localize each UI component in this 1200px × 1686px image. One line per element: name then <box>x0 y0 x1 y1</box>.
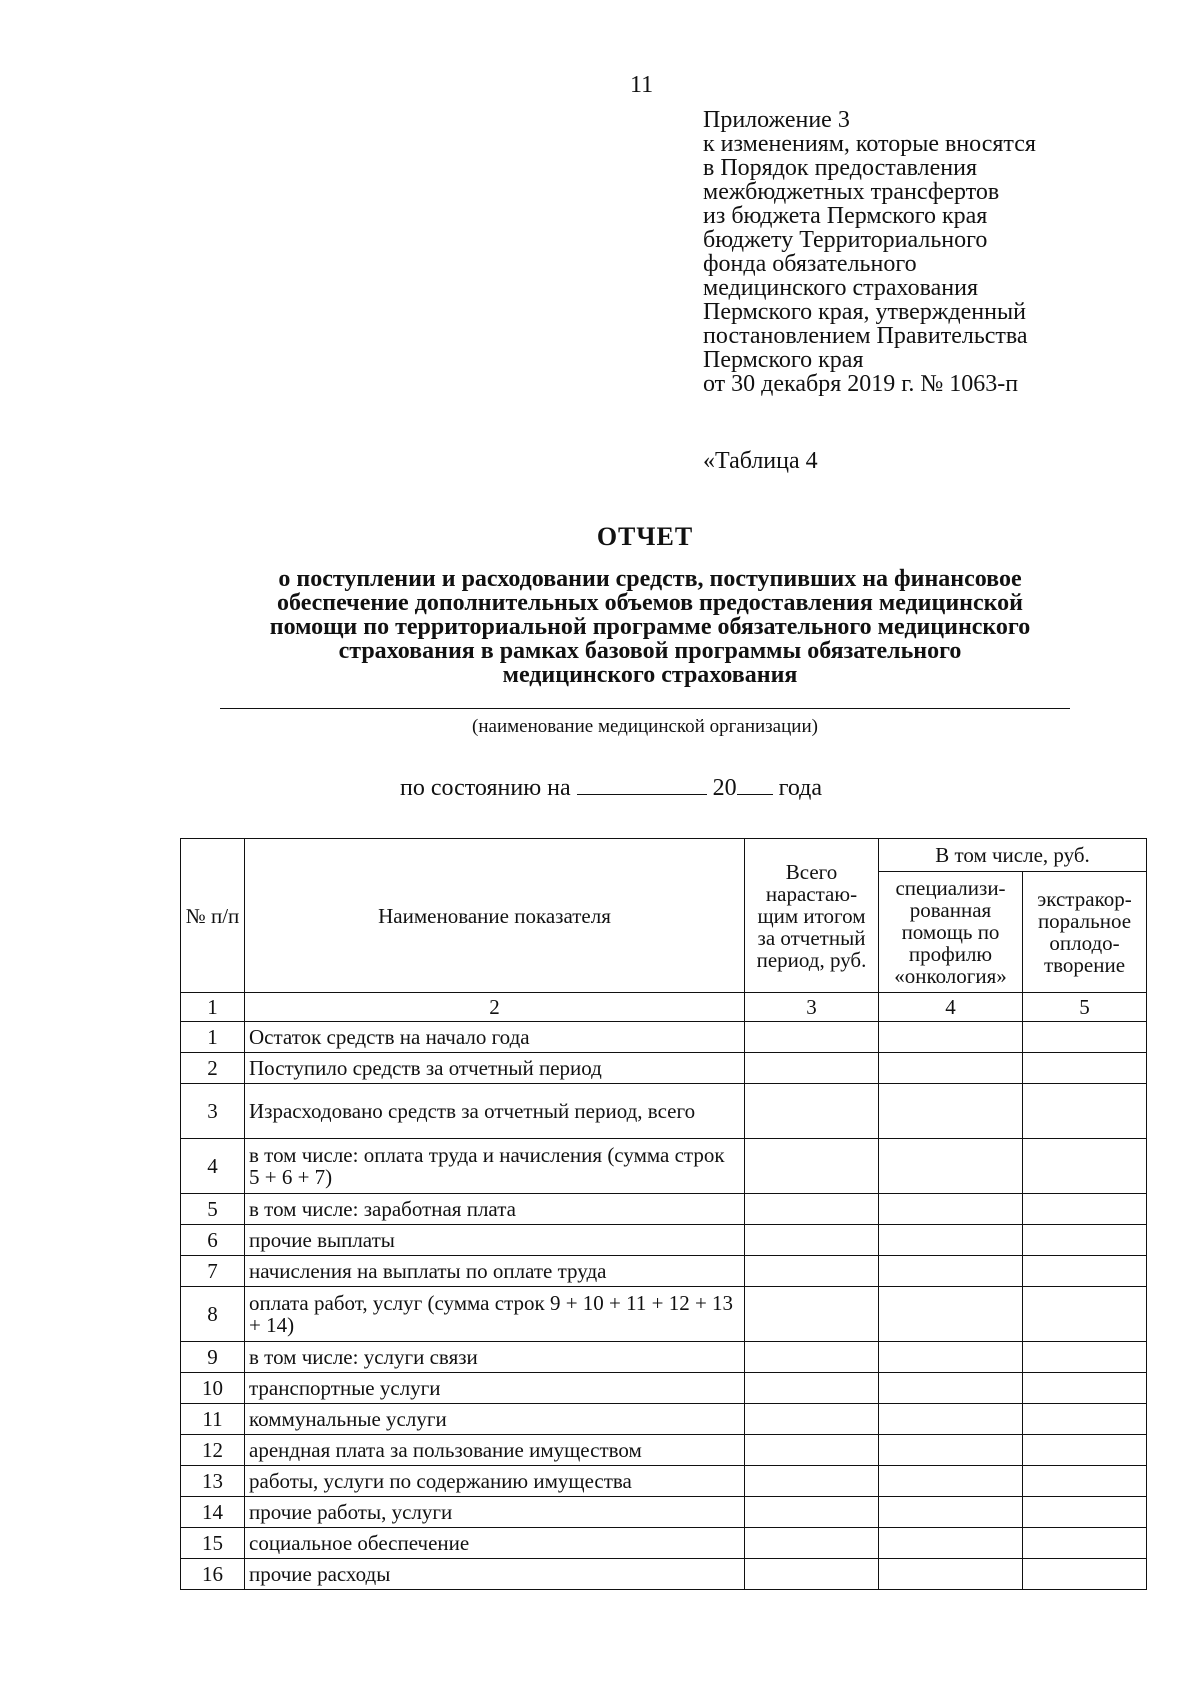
value-cell-eco[interactable] <box>1023 1435 1147 1466</box>
value-cell-oncology[interactable] <box>879 1528 1023 1559</box>
table-row <box>181 1287 1147 1342</box>
appendix-block <box>703 108 1036 396</box>
row-indicator-name: коммунальные услуги <box>245 1404 745 1435</box>
row-indicator-name: социальное обеспечение <box>245 1528 745 1559</box>
value-cell-oncology[interactable] <box>879 1194 1023 1225</box>
value-cell-oncology[interactable] <box>879 1497 1023 1528</box>
appendix-line: Пермского края, утвержденный <box>703 299 1026 325</box>
header-eco: экстракор-поральное оплодо-творение <box>1023 872 1147 993</box>
table-row <box>181 1139 1147 1194</box>
value-cell-oncology[interactable] <box>879 1084 1023 1139</box>
row-indicator-name: Поступило средств за отчетный период <box>245 1053 745 1084</box>
table-row <box>181 1559 1147 1590</box>
table-label: «Таблица 4 <box>703 448 818 474</box>
row-number: 2 <box>181 1053 245 1084</box>
row-number: 15 <box>181 1528 245 1559</box>
row-indicator-name: оплата работ, услуг (сумма строк 9 + 10 + 11 + 12 + 13 + 14) <box>245 1287 745 1342</box>
row-indicator-name: транспортные услуги <box>245 1373 745 1404</box>
value-cell-oncology[interactable] <box>879 1287 1023 1342</box>
table-row <box>181 1053 1147 1084</box>
date-blank <box>577 776 707 795</box>
appendix-line: к изменениям, которые вносятся <box>703 131 1036 157</box>
value-cell-eco[interactable] <box>1023 1466 1147 1497</box>
value-cell-oncology[interactable] <box>879 1404 1023 1435</box>
value-cell-total[interactable] <box>745 1022 879 1053</box>
table-row <box>181 1225 1147 1256</box>
value-cell-total[interactable] <box>745 1435 879 1466</box>
appendix-line: межбюджетных трансфертов <box>703 179 1000 205</box>
row-number: 5 <box>181 1194 245 1225</box>
row-number: 16 <box>181 1559 245 1590</box>
row-indicator-name: в том числе: заработная плата <box>245 1194 745 1225</box>
header-including: В том числе, руб. <box>879 839 1147 872</box>
row-number: 11 <box>181 1404 245 1435</box>
column-number-row <box>181 993 1147 1022</box>
value-cell-eco[interactable] <box>1023 1559 1147 1590</box>
column-number: 5 <box>1023 993 1147 1022</box>
report-title: ОТЧЕТ <box>596 522 694 551</box>
row-indicator-name: прочие расходы <box>245 1559 745 1590</box>
subtitle-line: о поступлении и расходовании средств, поступивших на финансовое <box>278 566 1022 592</box>
value-cell-total[interactable] <box>745 1053 879 1084</box>
value-cell-total[interactable] <box>745 1194 879 1225</box>
column-number: 3 <box>745 993 879 1022</box>
value-cell-oncology[interactable] <box>879 1342 1023 1373</box>
year-prefix: 20 <box>712 775 737 801</box>
row-indicator-name: Остаток средств на начало года <box>245 1022 745 1053</box>
table-row <box>181 1528 1147 1559</box>
row-indicator-name: прочие выплаты <box>245 1225 745 1256</box>
value-cell-eco[interactable] <box>1023 1497 1147 1528</box>
row-indicator-name: арендная плата за пользование имуществом <box>245 1435 745 1466</box>
subtitle-line: помощи по территориальной программе обязательного медицинского <box>269 614 1031 640</box>
appendix-line: в Порядок предоставления <box>703 155 978 181</box>
appendix-line: Приложение 3 <box>703 107 850 133</box>
row-indicator-name: в том числе: оплата труда и начисления (сумма строк 5 + 6 + 7) <box>245 1139 745 1194</box>
value-cell-eco[interactable] <box>1023 1256 1147 1287</box>
value-cell-oncology[interactable] <box>879 1256 1023 1287</box>
value-cell-total[interactable] <box>745 1528 879 1559</box>
table-row <box>181 1084 1147 1139</box>
row-indicator-name: начисления на выплаты по оплате труда <box>245 1256 745 1287</box>
value-cell-total[interactable] <box>745 1084 879 1139</box>
as-of-prefix: по состоянию на <box>400 775 571 801</box>
value-cell-total[interactable] <box>745 1466 879 1497</box>
value-cell-eco[interactable] <box>1023 1225 1147 1256</box>
table-row <box>181 1373 1147 1404</box>
table-row <box>181 1194 1147 1225</box>
value-cell-total[interactable] <box>745 1225 879 1256</box>
value-cell-oncology[interactable] <box>879 1373 1023 1404</box>
column-number: 1 <box>181 993 245 1022</box>
row-number: 6 <box>181 1225 245 1256</box>
value-cell-total[interactable] <box>745 1497 879 1528</box>
row-number: 1 <box>181 1022 245 1053</box>
organization-caption: (наименование медицинской организации) <box>472 716 818 737</box>
value-cell-oncology[interactable] <box>879 1466 1023 1497</box>
page-number: 11 <box>630 72 654 98</box>
subtitle-line: страхования в рамках базовой программы обязательного <box>338 638 962 664</box>
value-cell-eco[interactable] <box>1023 1373 1147 1404</box>
appendix-line: фонда обязательного <box>703 251 917 277</box>
column-number: 2 <box>245 993 745 1022</box>
value-cell-eco[interactable] <box>1023 1342 1147 1373</box>
table-row <box>181 1497 1147 1528</box>
value-cell-oncology[interactable] <box>879 1139 1023 1194</box>
value-cell-total[interactable] <box>745 1404 879 1435</box>
value-cell-oncology[interactable] <box>879 1225 1023 1256</box>
row-number: 8 <box>181 1287 245 1342</box>
table-row <box>181 1022 1147 1053</box>
appendix-line: Пермского края <box>703 347 864 373</box>
value-cell-total[interactable] <box>745 1256 879 1287</box>
row-number: 7 <box>181 1256 245 1287</box>
table-row <box>181 1404 1147 1435</box>
value-cell-total[interactable] <box>745 1139 879 1194</box>
row-number: 4 <box>181 1139 245 1194</box>
row-number: 9 <box>181 1342 245 1373</box>
column-number: 4 <box>879 993 1023 1022</box>
value-cell-eco[interactable] <box>1023 1194 1147 1225</box>
header-name: Наименование показателя <box>245 839 745 993</box>
value-cell-total[interactable] <box>745 1287 879 1342</box>
row-number: 3 <box>181 1084 245 1139</box>
value-cell-eco[interactable] <box>1023 1022 1147 1053</box>
as-of-date-line <box>400 775 822 802</box>
row-indicator-name: прочие работы, услуги <box>245 1497 745 1528</box>
value-cell-eco[interactable] <box>1023 1287 1147 1342</box>
row-number: 13 <box>181 1466 245 1497</box>
year-blank <box>737 776 773 795</box>
row-indicator-name: Израсходовано средств за отчетный период, всего <box>245 1084 745 1139</box>
value-cell-total[interactable] <box>745 1559 879 1590</box>
value-cell-eco[interactable] <box>1023 1053 1147 1084</box>
table-row <box>181 1342 1147 1373</box>
appendix-line: из бюджета Пермского края <box>703 203 988 229</box>
row-number: 12 <box>181 1435 245 1466</box>
header-total: Всего нарастаю-щим итогом за отчетный период, руб. <box>745 839 879 993</box>
header-oncology: специализи-рованная помощь по профилю «онкология» <box>879 872 1023 993</box>
value-cell-oncology[interactable] <box>879 1022 1023 1053</box>
row-number: 10 <box>181 1373 245 1404</box>
subtitle-line: медицинского страхования <box>502 662 798 688</box>
appendix-line: постановлением Правительства <box>703 323 1028 349</box>
organization-name-line <box>220 708 1070 709</box>
appendix-line: бюджету Территориального <box>703 227 988 253</box>
report-subtitle <box>180 567 1120 687</box>
header-num: № п/п <box>181 839 245 993</box>
as-of-suffix: года <box>778 775 823 801</box>
value-cell-total[interactable] <box>745 1373 879 1404</box>
value-cell-total[interactable] <box>745 1342 879 1373</box>
row-indicator-name: в том числе: услуги связи <box>245 1342 745 1373</box>
subtitle-line: обеспечение дополнительных объемов предоставления медицинской <box>277 590 1023 616</box>
report-table <box>180 838 1147 1590</box>
value-cell-oncology[interactable] <box>879 1053 1023 1084</box>
table-row <box>181 1466 1147 1497</box>
value-cell-oncology[interactable] <box>879 1559 1023 1590</box>
value-cell-eco[interactable] <box>1023 1404 1147 1435</box>
row-number: 14 <box>181 1497 245 1528</box>
appendix-line: от 30 декабря 2019 г. № 1063-п <box>703 371 1019 397</box>
table-row <box>181 1435 1147 1466</box>
value-cell-eco[interactable] <box>1023 1139 1147 1194</box>
value-cell-eco[interactable] <box>1023 1084 1147 1139</box>
appendix-line: медицинского страхования <box>703 275 979 301</box>
row-indicator-name: работы, услуги по содержанию имущества <box>245 1466 745 1497</box>
value-cell-eco[interactable] <box>1023 1528 1147 1559</box>
table-row <box>181 1256 1147 1287</box>
value-cell-oncology[interactable] <box>879 1435 1023 1466</box>
